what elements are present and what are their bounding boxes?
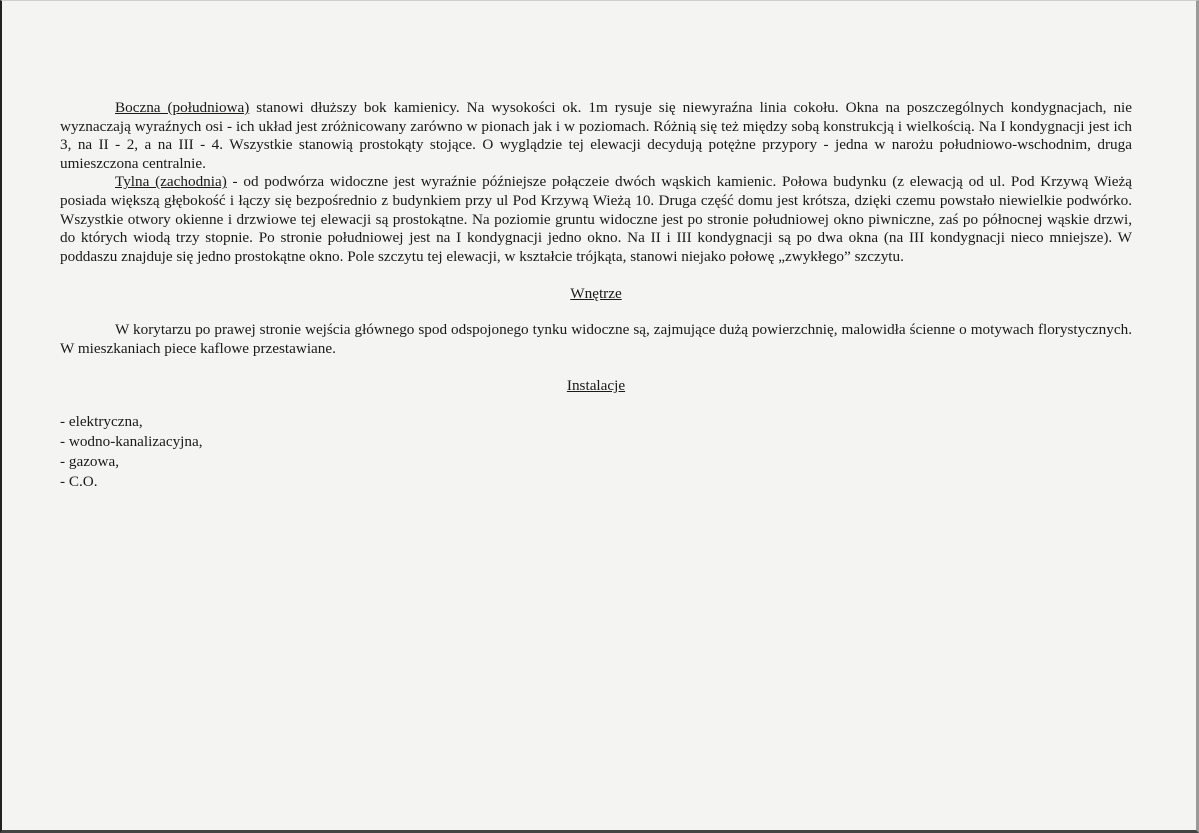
paragraph-rear-elevation <box>60 173 1132 266</box>
installations-heading: Instalacje <box>566 377 626 395</box>
rear-elevation-text: - od podwórza widoczne jest wyraźnie późniejsze połączeie dwóch wąskich kamienic. Połowa budynku (z elewacją od ul. Pod Krzywą Wieżą posiada większą głębokość i łączy się bezpośrednio z budynkiem przy ul Pod Krzywą Wieżą 10. Druga część domu jest krótsza, dzięki czemu powstało niewielkie podwórko. Wszystkie otwory okienne i drzwiowe tej elewacji są prostokątne. Na poziomie gruntu widoczne jest po stronie południowej okno piwniczne, zaś po północnej wąskie drzwi, do których wiodą trzy stopnie. Po stronie południowej jest na I kondygnacji jedno okno. Na II i III kondygnacji są po dwa okna (na III kondygnacji nieco mniejsze). W poddaszu znajduje się jedno prostokątne okno. Pole szczytu tej elewacji, w kształcie trójkąta, stanowi niejako połowę „zwykłego” szczytu. <box>60 173 1132 265</box>
side-elevation-label: Boczna (południowa) <box>115 99 250 116</box>
rear-elevation-label: Tylna (zachodnia) <box>115 173 227 191</box>
installations-list <box>60 413 1132 492</box>
list-item: - wodno-kanalizacyjna, <box>60 432 203 450</box>
list-item: - C.O. <box>60 473 98 490</box>
paragraph-side-elevation <box>60 99 1132 173</box>
interior-heading: Wnętrze <box>570 285 622 303</box>
list-item: - gazowa, <box>60 452 120 470</box>
list-item: - elektryczna, <box>60 412 143 430</box>
side-elevation-text: stanowi dłuższy bok kamienicy. Na wysokości ok. 1m rysuje się niewyraźna linia cokołu. Okna na poszczególnych kondygnacjach, nie wyznaczają wyraźnych osi - ich układ jest zróżnicowany zarówno w pionach jak i w poziomach. Różnią się też między sobą konstrukcją i wielkością. Na I kondygnacji jest ich 3, na II - 2, a na III - 4. Wszystkie stanowią prostokąty stojące. O wyglądzie tej elewacji decydują potężne przypory - jedna w narożu południowo-wschodnim, druga umieszczona centralnie. <box>60 99 1132 172</box>
document-body <box>60 99 1132 493</box>
paragraph-interior: W korytarzu po prawej stronie wejścia głównego spod odspojonego tynku widoczne są, zajmujące dużą powierzchnię, malowidła ścienne o motywach florystycznych. W mieszkaniach piece kaflowe przestawiane. <box>60 320 1132 357</box>
